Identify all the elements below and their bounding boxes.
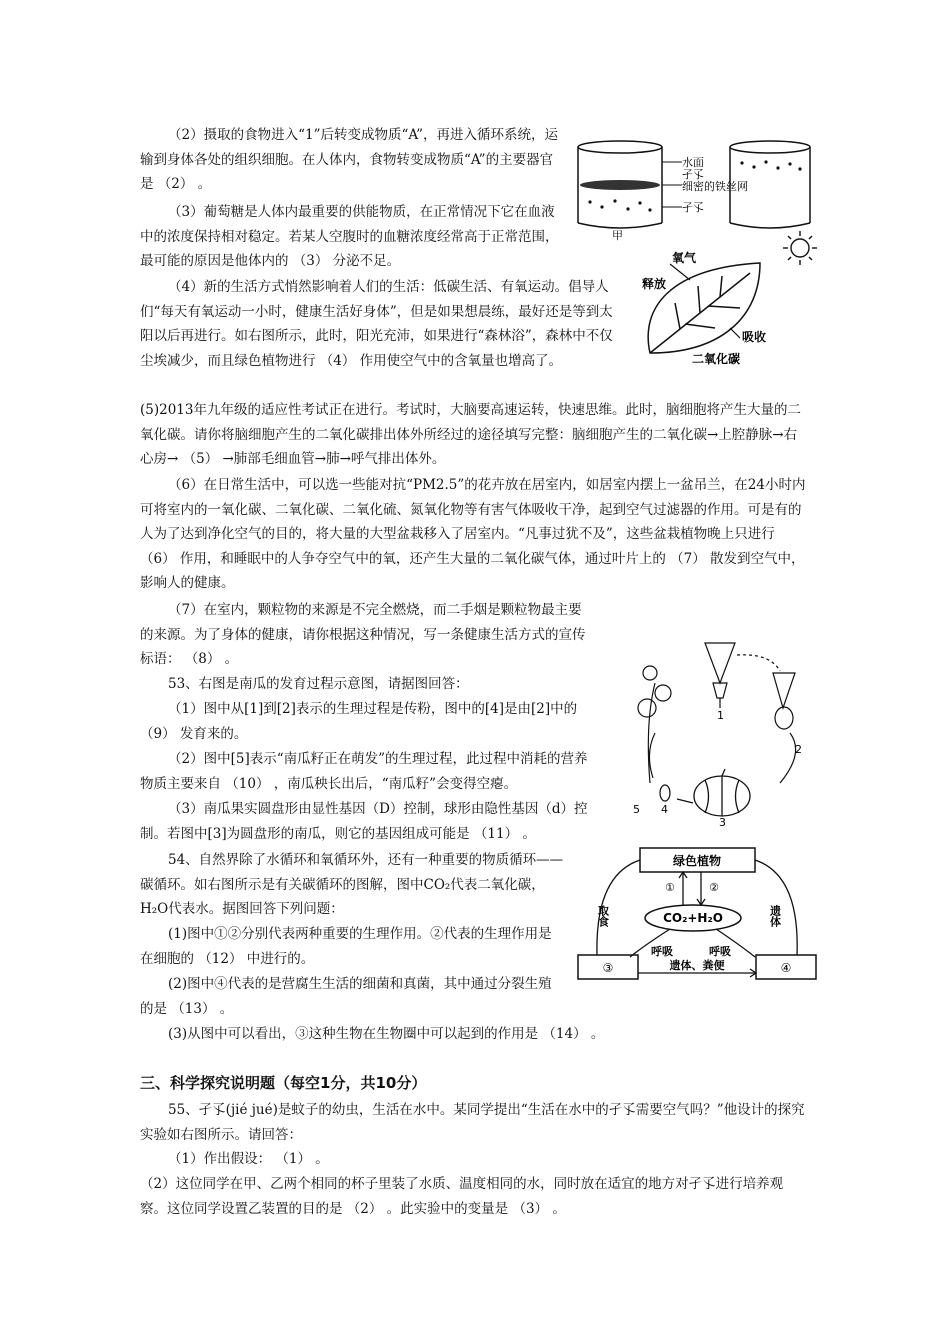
q53-part2: （2）图中[5]表示“南瓜籽正在萌发”的生理过程，此过程中消耗的营养物质主要来自 （10） ，南瓜秧长出后，“南瓜籽”会变得空瘪。 [140,751,588,792]
q54-stem: 54、自然界除了水循环和氧循环外，还有一种重要的物质循环——碳循环。如右图所示是有关碳循环的图解，图中CO₂代表二氧化碳，H₂O代表水。据图回答下列问题： [140,852,564,917]
stage-4: 4 [661,803,668,816]
q55-stem: 55、孑孓(jié jué)是蚊子的幼虫，生活在水中。某同学提出“生活在水中的孑孓需要空气吗？”他设计的探究实验如右图所示。请回答： [140,1102,805,1143]
female-flower-icon [773,673,795,729]
seedling-icon [638,666,671,783]
q54-part3: (3)从图中可以看出，③这种生物在生物圈中可以起到的作用是 （14） 。 [168,1026,605,1042]
seed-icon [660,785,670,801]
label-cup-jia: 甲 [612,229,623,242]
label-remains: 遗体 [768,905,782,927]
q52-part3: （3）葡萄糖是人体内最重要的供能物质，在正常情况下它在血液中的浓度保持相对稳定。若某人空腹时的血糖浓度经常高于正常范围，最可能的原因是他体内的 （3） 分泌不足。 [140,204,559,269]
q55-part1: （1）作出假设： （1） 。 [168,1151,329,1167]
q53-stem: 53、右图是南瓜的发育过程示意图，请据图回答： [168,676,469,692]
q55-part2: （2）这位同学在甲、乙两个相同的杯子里装了水质、温度相同的水，同时放在适宜的地方对孑孓进行培养观察。这位同学设置乙装置的目的是 （2） 。此实验中的变量是 （3） 。 [140,1176,784,1217]
label-larva-top: 孑孓 [682,168,704,181]
label-water-surface: 水面 [682,156,704,169]
q52-part4: （4）新的生活方式悄然影响着人们的生活：低碳生活、有氧运动。倡导人们“每天有氧运动一小时，健康生活好身体”，但是如果想晨练，最好还是等到太阳以后再进行。如右图所示，此时，阳光充沛，如果进行“森林浴”，森林中不仅尘埃减少，而且绿色植物进行 （4） 作用使空气中的含氧量也增高了。 [140,279,613,369]
stage-3: 3 [719,816,726,828]
box-green-plant: 绿色植物 [672,854,722,868]
q52-part2: （2）摄取的食物进入“1”后转变成物质“A”，再进入循环系统，运输到身体各处的组织细胞。在人体内，食物转变成物质“A”的主要器官是 （2） 。 [140,127,559,192]
stage-2: 2 [795,743,802,756]
label-wire-net: 细密的铁丝网 [682,180,748,193]
label-remains-waste: 遗体、粪便 [669,959,725,972]
pumpkin-icon [694,769,750,816]
box-4: ④ [780,961,792,975]
q53-part3: （3）南瓜果实圆盘形由显性基因（D）控制，球形由隐性基因（d）控制。若图中[3]为圆盘形的南瓜，则它的基因组成可能是 （11） 。 [140,801,588,842]
sun-icon [783,231,817,265]
box-3: ③ [602,961,614,975]
label-respiration-right: 呼吸 [709,945,731,958]
stage-5: 5 [633,803,640,816]
pumpkin-cycle-figure [625,633,820,828]
carbon-cycle-figure [575,845,820,985]
label-respiration-left: 呼吸 [651,945,673,958]
label-oxygen: 氧气 [672,251,697,265]
q53-part1: （1）图中从[1]到[2]表示的生理过程是传粉，图中的[4]是由[2]中的 （9） 发育来的。 [140,701,578,742]
label-co2-h2o: CO₂+H₂O [663,911,723,925]
stage-1: 1 [717,709,724,722]
label-release: 释放 [642,277,667,291]
label-process-2: ② [709,881,719,894]
leaf-figure [630,228,825,378]
q52-part5: (5)2013年九年级的适应性考试正在进行。考试时，大脑要高速运转，快速思维。此时，脑细胞将产生大量的二氧化碳。请你将脑细胞产生的二氧化碳排出体外所经过的途径填写完整：脑细胞产生的二氧化碳→上腔静脉→右心房→ （5） →肺部毛细血管→肺→呼气排出体外。 [140,402,801,467]
section-heading: 三、科学探究说明题（每空1分，共10分） [140,1074,427,1092]
label-absorb: 吸收 [742,330,767,344]
label-process-1: ① [665,881,675,894]
label-co2: 二氧化碳 [692,352,741,366]
q52-part6: （6）在日常生活中，可以选一些能对抗“PM2.5”的花卉放在居室内，如居室内摆上一盆吊兰，在24小时内可将室内的一氧化碳、二氧化碳、二氧化硫、氮氧化物等有害气体吸收干净，起到空气过滤器的作用。可是有的人为了达到净化空气的目的，将大量的大型盆栽移入了居室内。“凡事过犹不及”，这些盆栽植物晚上只进行 （6） 作用，和睡眠中的人争夺空气中的氧，还产生大量的二氧化碳气体，通过叶片上的 （7） 散发到空气中，影响人的健康。 [140,477,806,591]
label-eat: 取食 [596,905,610,927]
flower-icon [705,643,735,708]
q54-part2: (2)图中④代表的是营腐生生活的细菌和真菌，其中通过分裂生殖的是 （13） 。 [140,976,552,1017]
q54-part1: (1)图中①②分别代表两种重要的生理作用。②代表的生理作用是在细胞的 （12） 中进行的。 [140,926,552,967]
label-larva-bottom: 孑孓 [682,201,704,214]
q52-part7: （7）在室内，颗粒物的来源是不完全燃烧，而二手烟是颗粒物最主要的来源。为了身体的健康，请你根据这种情况，写一条健康生活方式的宣传标语： （8） 。 [140,602,586,667]
